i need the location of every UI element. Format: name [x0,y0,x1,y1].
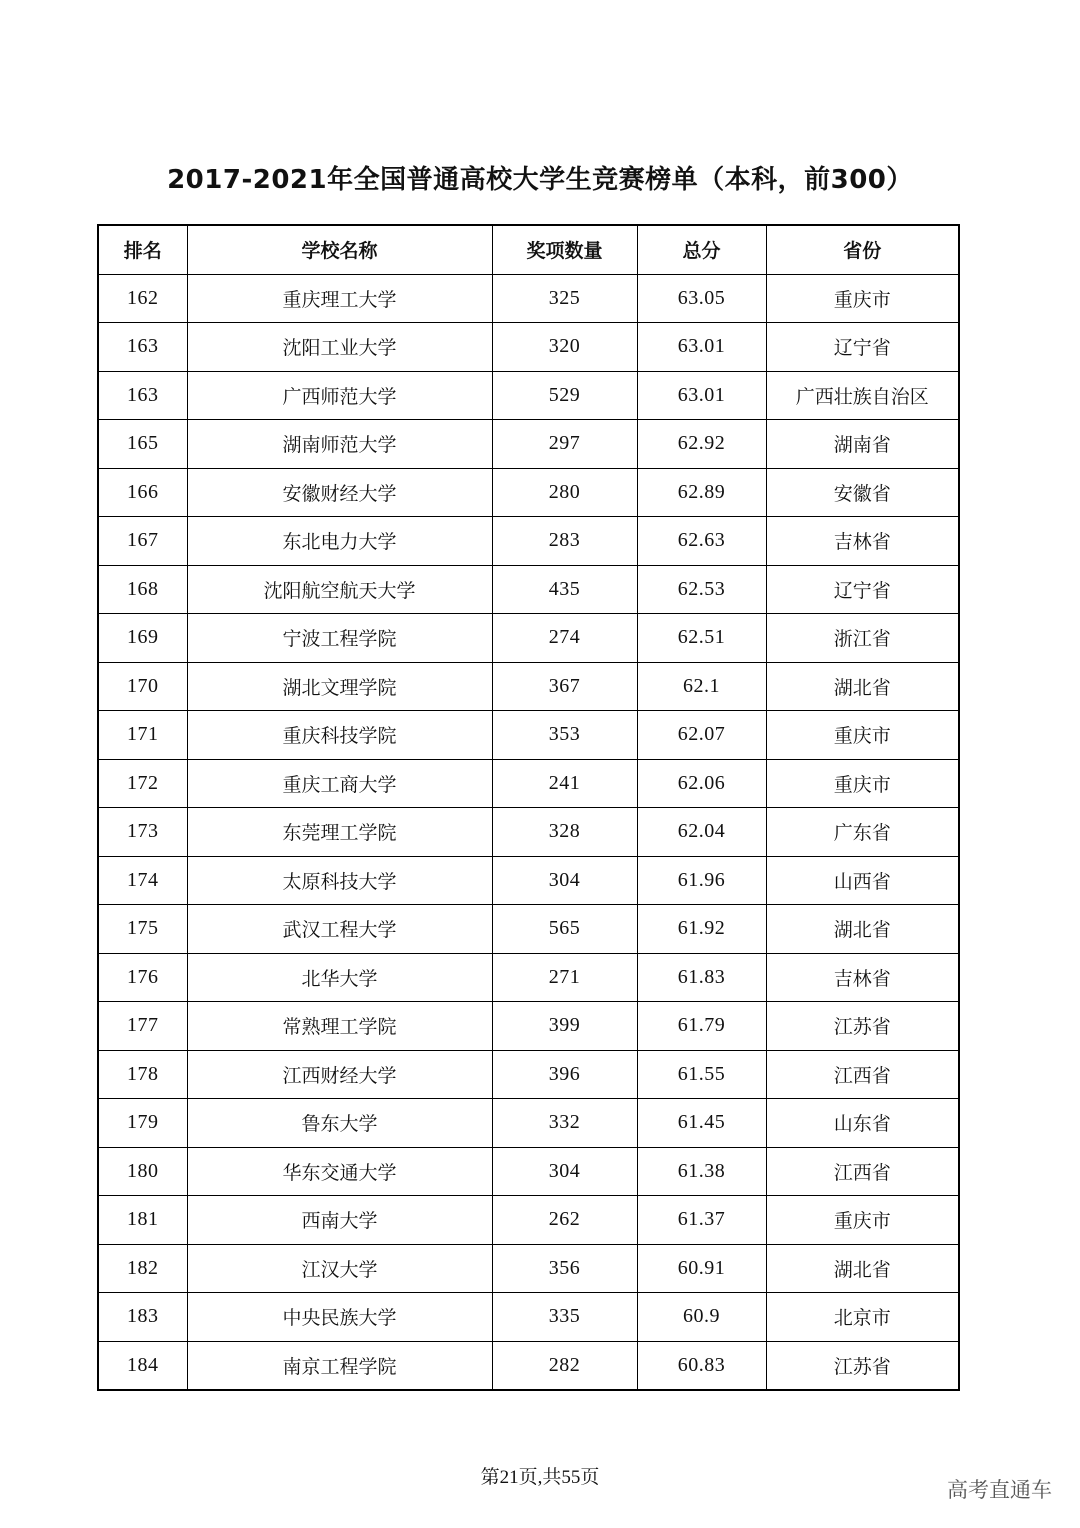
rank-cell: 180 [98,1147,187,1196]
award-count-cell: 297 [492,420,637,469]
rank-cell: 173 [98,808,187,857]
rank-cell: 172 [98,759,187,808]
school-name-cell: 北华大学 [187,953,492,1002]
province-cell: 广西壮族自治区 [766,371,959,420]
total-score-cell: 62.53 [637,565,766,614]
total-score-cell: 62.51 [637,614,766,663]
province-cell: 江苏省 [766,1341,959,1390]
total-score-cell: 62.63 [637,517,766,566]
table-row [98,662,959,711]
rank-cell: 165 [98,420,187,469]
school-name-cell: 湖南师范大学 [187,420,492,469]
header-rank: 排名 [98,225,187,274]
table-row [98,808,959,857]
award-count-cell: 241 [492,759,637,808]
school-name-cell: 南京工程学院 [187,1341,492,1390]
rank-cell: 178 [98,1050,187,1099]
rank-cell: 163 [98,371,187,420]
award-count-cell: 304 [492,1147,637,1196]
award-count-cell: 565 [492,905,637,954]
school-name-cell: 沈阳工业大学 [187,323,492,372]
total-score-cell: 61.55 [637,1050,766,1099]
table-row [98,1099,959,1148]
table-row [98,1050,959,1099]
award-count-cell: 320 [492,323,637,372]
rank-cell: 177 [98,1002,187,1051]
school-name-cell: 西南大学 [187,1196,492,1245]
school-name-cell: 重庆理工大学 [187,274,492,323]
province-cell: 重庆市 [766,759,959,808]
school-name-cell: 武汉工程大学 [187,905,492,954]
table-row [98,323,959,372]
province-cell: 湖北省 [766,662,959,711]
page-title: 2017-2021年全国普通高校大学生竞赛榜单（本科，前300） [167,165,913,195]
school-name-cell: 沈阳航空航天大学 [187,565,492,614]
table-row [98,1341,959,1390]
school-name-cell: 鲁东大学 [187,1099,492,1148]
province-cell: 湖北省 [766,905,959,954]
table-row [98,371,959,420]
province-cell: 吉林省 [766,953,959,1002]
award-count-cell: 280 [492,468,637,517]
total-score-cell: 61.38 [637,1147,766,1196]
award-count-cell: 282 [492,1341,637,1390]
award-count-cell: 325 [492,274,637,323]
province-cell: 重庆市 [766,711,959,760]
total-score-cell: 62.89 [637,468,766,517]
award-count-cell: 367 [492,662,637,711]
rank-cell: 169 [98,614,187,663]
total-score-cell: 60.9 [637,1293,766,1342]
award-count-cell: 332 [492,1099,637,1148]
award-count-cell: 262 [492,1196,637,1245]
award-count-cell: 274 [492,614,637,663]
table-row [98,856,959,905]
school-name-cell: 重庆工商大学 [187,759,492,808]
province-cell: 广东省 [766,808,959,857]
award-count-cell: 328 [492,808,637,857]
school-name-cell: 中央民族大学 [187,1293,492,1342]
rank-cell: 174 [98,856,187,905]
table-row [98,274,959,323]
school-name-cell: 常熟理工学院 [187,1002,492,1051]
rank-cell: 167 [98,517,187,566]
table-row [98,420,959,469]
table-row [98,1002,959,1051]
total-score-cell: 62.07 [637,711,766,760]
province-cell: 辽宁省 [766,323,959,372]
table-row [98,711,959,760]
header-province: 省份 [766,225,959,274]
rank-cell: 170 [98,662,187,711]
total-score-cell: 62.04 [637,808,766,857]
province-cell: 重庆市 [766,1196,959,1245]
award-count-cell: 356 [492,1244,637,1293]
province-cell: 浙江省 [766,614,959,663]
header-award-count: 奖项数量 [492,225,637,274]
total-score-cell: 62.06 [637,759,766,808]
school-name-cell: 华东交通大学 [187,1147,492,1196]
school-name-cell: 重庆科技学院 [187,711,492,760]
award-count-cell: 353 [492,711,637,760]
rank-cell: 166 [98,468,187,517]
table-row [98,565,959,614]
rank-cell: 162 [98,274,187,323]
table-row [98,953,959,1002]
award-count-cell: 529 [492,371,637,420]
school-name-cell: 太原科技大学 [187,856,492,905]
school-name-cell: 宁波工程学院 [187,614,492,663]
total-score-cell: 62.92 [637,420,766,469]
table-row [98,759,959,808]
table-row [98,1147,959,1196]
province-cell: 北京市 [766,1293,959,1342]
award-count-cell: 399 [492,1002,637,1051]
rank-cell: 163 [98,323,187,372]
award-count-cell: 435 [492,565,637,614]
page-number: 第21页,共55页 [480,1467,600,1488]
header-total-score: 总分 [637,225,766,274]
rank-cell: 179 [98,1099,187,1148]
total-score-cell: 61.37 [637,1196,766,1245]
award-count-cell: 396 [492,1050,637,1099]
total-score-cell: 61.83 [637,953,766,1002]
rank-cell: 183 [98,1293,187,1342]
award-count-cell: 283 [492,517,637,566]
rank-cell: 175 [98,905,187,954]
table-row [98,517,959,566]
award-count-cell: 304 [492,856,637,905]
province-cell: 江西省 [766,1147,959,1196]
province-cell: 山东省 [766,1099,959,1148]
total-score-cell: 63.05 [637,274,766,323]
province-cell: 山西省 [766,856,959,905]
school-name-cell: 广西师范大学 [187,371,492,420]
rank-cell: 168 [98,565,187,614]
award-count-cell: 335 [492,1293,637,1342]
province-cell: 重庆市 [766,274,959,323]
school-name-cell: 江西财经大学 [187,1050,492,1099]
table-row [98,905,959,954]
school-name-cell: 东北电力大学 [187,517,492,566]
rank-cell: 171 [98,711,187,760]
table-row [98,614,959,663]
total-score-cell: 63.01 [637,323,766,372]
table-row [98,1196,959,1245]
school-name-cell: 安徽财经大学 [187,468,492,517]
province-cell: 江苏省 [766,1002,959,1051]
table-body [98,274,959,1390]
rank-cell: 181 [98,1196,187,1245]
total-score-cell: 61.45 [637,1099,766,1148]
province-cell: 安徽省 [766,468,959,517]
province-cell: 湖南省 [766,420,959,469]
total-score-cell: 61.79 [637,1002,766,1051]
watermark: 高考直通车 [947,1478,1052,1502]
table-header-row [98,225,959,274]
total-score-cell: 60.91 [637,1244,766,1293]
table-row [98,1244,959,1293]
table-row [98,468,959,517]
total-score-cell: 62.1 [637,662,766,711]
ranking-table [97,224,960,1391]
province-cell: 湖北省 [766,1244,959,1293]
province-cell: 吉林省 [766,517,959,566]
school-name-cell: 东莞理工学院 [187,808,492,857]
province-cell: 辽宁省 [766,565,959,614]
school-name-cell: 江汉大学 [187,1244,492,1293]
award-count-cell: 271 [492,953,637,1002]
rank-cell: 176 [98,953,187,1002]
school-name-cell: 湖北文理学院 [187,662,492,711]
total-score-cell: 63.01 [637,371,766,420]
total-score-cell: 60.83 [637,1341,766,1390]
rank-cell: 184 [98,1341,187,1390]
total-score-cell: 61.96 [637,856,766,905]
total-score-cell: 61.92 [637,905,766,954]
table-row [98,1293,959,1342]
rank-cell: 182 [98,1244,187,1293]
province-cell: 江西省 [766,1050,959,1099]
header-school-name: 学校名称 [187,225,492,274]
